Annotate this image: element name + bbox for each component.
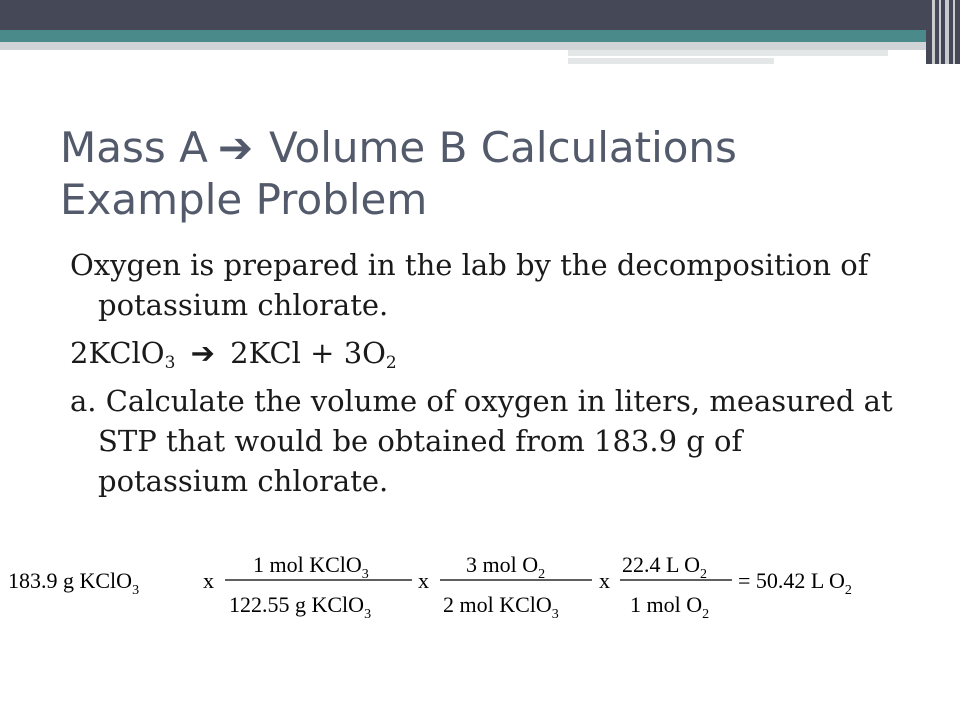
eq-start: 183.9 g KClO bbox=[8, 568, 133, 593]
eq-f1-den-sub: 3 bbox=[364, 607, 372, 620]
svg-text:22.4 L O2 bbox=[622, 552, 707, 582]
eq-f1-num: 1 mol KClO bbox=[253, 552, 362, 577]
eq-result-sub: 2 bbox=[844, 583, 852, 598]
svg-text:1 mol O2 bbox=[630, 592, 709, 620]
header-stripes bbox=[926, 0, 960, 64]
header-bar-teal bbox=[0, 30, 960, 42]
eq-f1-num-sub: 3 bbox=[361, 567, 369, 582]
arrow-icon: ➔ bbox=[217, 123, 254, 172]
eq-f3-num: 22.4 L O bbox=[622, 552, 701, 577]
eq-f2-den: 2 mol KClO bbox=[443, 592, 552, 617]
product-subscript: 2 bbox=[385, 353, 397, 373]
title-line2: Example Problem bbox=[60, 175, 428, 224]
svg-text:122.55 g KClO3 bbox=[229, 592, 371, 620]
header-accent-line bbox=[568, 50, 888, 56]
eq-f2-num-sub: 2 bbox=[538, 567, 546, 582]
problem-intro: Oxygen is prepared in the lab by the decomposition of potassium chlorate. bbox=[70, 248, 869, 322]
eq-f1-den: 122.55 g KClO bbox=[229, 592, 365, 617]
slide-title bbox=[60, 122, 920, 226]
reactant-subscript: 3 bbox=[164, 353, 176, 373]
eq-f3-den-sub: 2 bbox=[702, 607, 710, 620]
eq-f3-num-sub: 2 bbox=[700, 567, 708, 582]
eq-times-2: x bbox=[418, 568, 429, 593]
problem-question: a. Calculate the volume of oxygen in liters, measured at STP that would be obtained from 183.9 g of potassium chlorate. bbox=[70, 384, 893, 498]
eq-f2-den-sub: 3 bbox=[551, 607, 559, 620]
reaction-arrow-icon: ➔ bbox=[190, 336, 215, 370]
eq-result: = 50.42 L O bbox=[738, 568, 845, 593]
reaction-equation bbox=[70, 333, 900, 373]
slide-body bbox=[70, 245, 900, 509]
eq-times-1: x bbox=[203, 568, 214, 593]
eq-start-sub: 3 bbox=[132, 583, 140, 598]
svg-text:= 50.42 L O2 bbox=[738, 568, 852, 598]
svg-text:1 mol KClO3 bbox=[253, 552, 369, 582]
header-accent-line-short bbox=[568, 58, 774, 64]
eq-f3-den: 1 mol O bbox=[630, 592, 703, 617]
conversion-equation bbox=[0, 540, 900, 620]
svg-text:2 mol KClO3 bbox=[443, 592, 559, 620]
reactant: 2KClO bbox=[70, 336, 165, 370]
header-bar-dark bbox=[0, 0, 960, 30]
eq-f2-num: 3 mol O bbox=[466, 552, 539, 577]
products: 2KCl + 3O bbox=[230, 336, 386, 370]
title-volume-b: Volume B Calculations bbox=[269, 123, 737, 172]
svg-text:183.9 g KClO3 bbox=[8, 568, 139, 598]
title-mass-a: Mass A bbox=[60, 123, 208, 172]
eq-times-3: x bbox=[599, 568, 610, 593]
svg-text:3 mol O2 bbox=[466, 552, 545, 582]
header-bar-grey bbox=[0, 42, 960, 50]
